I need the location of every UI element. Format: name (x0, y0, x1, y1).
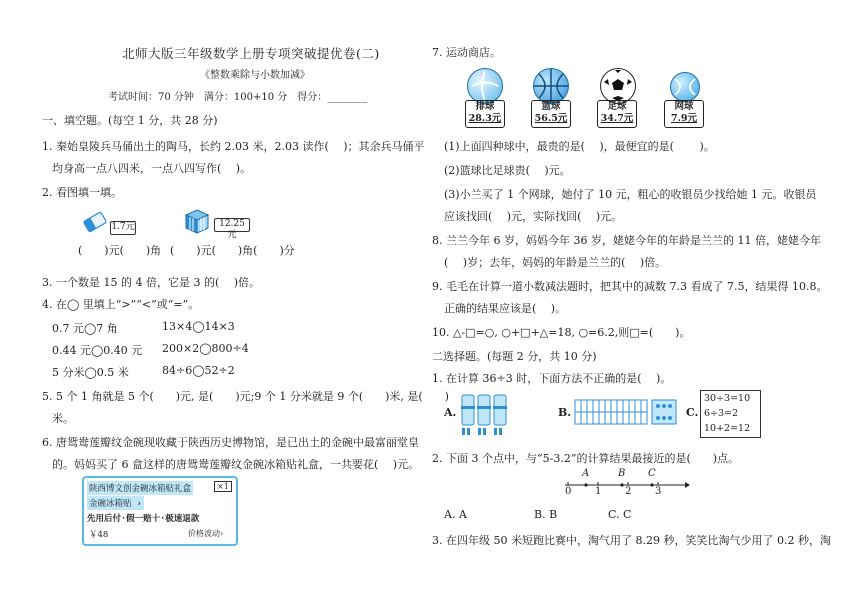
section-2-heading: 二选择题。(每题 2 分，共 10 分) (432, 350, 597, 363)
product-label: 网球 (674, 101, 694, 112)
price-box-soccer (597, 100, 637, 128)
question-4: 4. 在◯ 里填上“>”“<”或“=”。 (42, 298, 200, 311)
question-1-line2: 均身高一点八四米，一点八四写作( )。 (52, 162, 252, 175)
question-7-2: (2)篮球比足球贵( )元。 (444, 164, 571, 177)
price-box-volleyball (465, 100, 505, 128)
product-price: 28.3元 (468, 113, 502, 124)
question-7: 7. 运动商店。 (432, 46, 501, 59)
page-title: 北师大版三年级数学上册专项突破提优卷(二) (122, 46, 380, 61)
option-a-sticks (458, 392, 520, 436)
volleyball-icon (467, 68, 503, 104)
question-8-line1: 8. 兰兰今年 6 岁，妈妈今年 36 岁，姥姥今年的年龄是兰兰的 11 倍，姥姥今年 (432, 234, 821, 247)
question-7-3-line2: 应该找回( )元，实际找回( )元。 (444, 210, 623, 223)
product-price: 7.9元 (670, 113, 698, 124)
question-3: 3. 一个数是 15 的 4 倍，它是 3 的( )倍。 (42, 276, 261, 289)
question-5-line2: 米。 (52, 412, 74, 425)
tick-label: 3 (655, 486, 662, 497)
section-1-heading: 一、填空题。(每空 1 分，共 28 分) (42, 114, 218, 127)
tennis-ball-icon (670, 72, 700, 102)
point-label: C (648, 468, 656, 479)
question-9-line2: 正确的结果应该是( )。 (444, 302, 567, 315)
option-label: A. (444, 406, 457, 419)
product-sub: 金碗冰箱贴 › (87, 496, 144, 510)
eraser-icon (82, 208, 108, 234)
question-2: 2. 看图填一填。 (42, 186, 122, 199)
price-note: 价格波动› (188, 529, 224, 538)
product-label: 排球 (475, 101, 495, 112)
question-8-line2: ( )岁；去年，妈妈的年龄是兰兰的( )倍。 (444, 256, 667, 269)
section-2-question-3: 3. 在四年级 50 米短跑比赛中，淘气用了 8.29 秒，笑笑比淘气少用了 0.2 秒，淘 (432, 534, 831, 547)
product-card (82, 476, 238, 546)
question-5-line1: 5. 5 个 1 角就是 5 个( )元, 是( )元;9 个 1 分米就是 9 个( )米, 是( ) (42, 390, 449, 403)
basketball-icon (533, 68, 569, 104)
product-name: 陕西博文创金碗冰箱贴礼盒 (87, 481, 193, 495)
soccer-ball-icon (600, 68, 636, 104)
question-2-fill-1: ( )元( )角 (78, 244, 162, 257)
equation-line: 30÷3=10 (704, 393, 751, 404)
tick-label: 1 (595, 486, 602, 497)
option-a: A. A (444, 508, 467, 521)
equation-line: 6÷3=2 (704, 408, 739, 419)
compare-item: 84÷6◯52÷2 (162, 364, 235, 377)
product-price: 56.5元 (534, 113, 568, 124)
tick-label: 0 (565, 486, 572, 497)
compare-item: 200×2◯800÷4 (162, 342, 249, 355)
option-c: C. C (608, 508, 632, 521)
product-price: 34.7元 (600, 113, 634, 124)
option-c-equations (700, 390, 761, 438)
compare-item: 0.7 元◯7 角 (52, 322, 118, 335)
equation-line: 10+2=12 (704, 423, 751, 434)
product-label: 篮球 (541, 101, 561, 112)
product-qty: ×1 (214, 481, 232, 492)
question-10: 10. △-□=○, ○+□+△=18, ○=6.2,则□=( )。 (432, 326, 691, 339)
question-7-1: (1)上面四种球中，最贵的是( )，最便宜的是( )。 (444, 140, 715, 153)
tick-label: 2 (625, 486, 632, 497)
price-tag-eraser: 1.7元 (110, 221, 136, 235)
price-tag-cube: 12.25元 (214, 218, 250, 232)
question-9-line1: 9. 毛毛在计算一道小数减法题时，把其中的减数 7.3 看成了 7.5，结果得 10.8。 (432, 280, 828, 293)
question-7-3-line1: (3)小兰买了 1 个网球，她付了 10 元，粗心的收银员少找给她 1 元。收银员 (444, 188, 817, 201)
section-2-question-2: 2. 下面 3 个点中，与“5-3.2”的计算结果最接近的是( )点。 (432, 452, 740, 465)
price-box-tennis (664, 100, 704, 128)
product-price: ￥48 (89, 530, 109, 540)
question-1-line1: 1. 秦始皇陵兵马俑出土的陶马，长约 2.03 米，2.03 读作( )；其余兵马俑平 (42, 140, 425, 153)
section-2-question-1: 1. 在计算 36÷3 时，下面方法不正确的是( )。 (432, 372, 672, 385)
price-box-basketball (531, 100, 571, 128)
question-6-line1: 6. 唐鸳鸯莲瓣纹金碗现收藏于陕西历史博物馆，是已出土的金碗中最富丽堂皇 (42, 436, 419, 449)
exam-info: 考试时间：70 分钟 满分：100+10 分 得分：________ (108, 92, 368, 103)
compare-item: 5 分米◯0.5 米 (52, 366, 129, 379)
option-label: C. (686, 406, 699, 419)
option-b-blocks (574, 398, 678, 426)
question-2-fill-2: ( )元( )角( )分 (170, 244, 295, 257)
question-6-line2: 的。妈妈买了 6 盒这样的唐鸳鸯莲瓣纹金碗冰箱贴礼盒，一共要花( )元。 (52, 458, 420, 471)
compare-item: 13×4◯14×3 (162, 320, 235, 333)
rubiks-cube-icon (182, 206, 212, 236)
option-b: B. B (534, 508, 558, 521)
product-label: 足球 (607, 101, 627, 112)
page-subtitle: 《整数乘除与小数加减》 (200, 70, 310, 81)
option-label: B. (558, 406, 572, 419)
product-promo: 先用后付·假一赔十·极速退款 (87, 514, 200, 524)
point-label: A (582, 468, 590, 479)
point-label: B (618, 468, 626, 479)
compare-item: 0.44 元◯0.40 元 (52, 344, 143, 357)
